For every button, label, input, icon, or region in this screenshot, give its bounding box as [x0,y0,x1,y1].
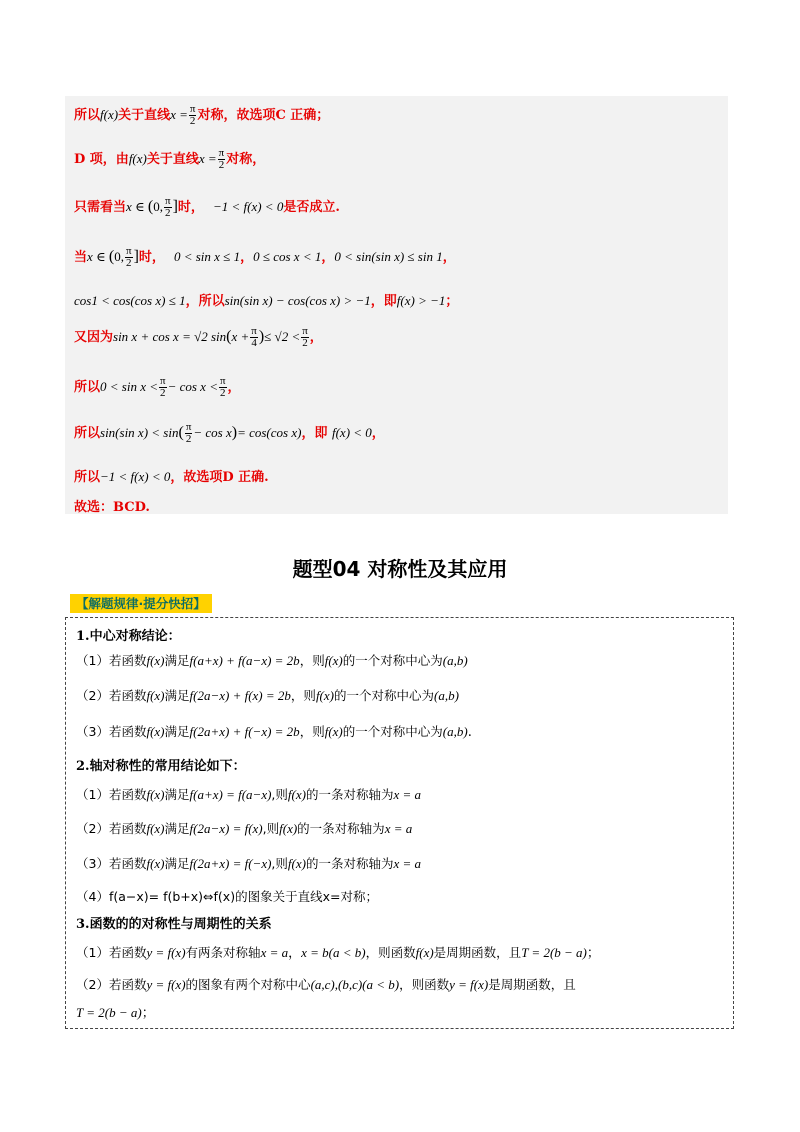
center-rule-2: （2）若函数f(x)满足f(2a−x) + f(x) = 2b，则f(x)的一个对称中心为(a,b) [76,688,459,703]
solution-line-2: D 项，由f(x)关于直线x = $\frac{\pi}{2}$ 对称， [74,147,266,171]
solution-line-4: 当x ∈ (0, $\frac{\pi}{2}$ ]时， 0 < sin x ≤ 1，0 ≤ cos x < 1，0 < sin(sin x) ≤ sin 1， [74,245,456,269]
solution-line-1: 所以f(x)关于直线x = $\frac{\pi}{2}$ 对称，故选项C 正确； [74,103,330,127]
tips-heading-3: 3.函数的的对称性与周期性的关系 [76,917,272,932]
solution-line-6: 又因为sin x + cos x = √2 sin(x + $\frac{\pi}{4}$ )≤ √2 < $\frac{\pi}{2}$ ， [74,325,323,349]
solution-line-3: 只需看当x ∈ (0, $\frac{\pi}{2}$ ]时， −1 < f(x) < 0是否成立. [74,195,340,219]
solution-line-7: 所以0 < sin x < $\frac{\pi}{2}$ − cos x < $\frac{\pi}{2}$ ， [74,375,241,399]
solution-line-5: cos1 < cos(cos x) ≤ 1，所以sin(sin x) − cos(cos x) > −1，即f(x) > −1； [74,293,459,309]
center-rule-3: （3）若函数f(x)满足f(2a+x) + f(−x) = 2b，则f(x)的一个对称中心为(a,b). [76,724,472,740]
solution-answer: 故选：BCD. [74,500,150,515]
period-rule-2-cont: T = 2(b − a)； [76,1005,155,1021]
tips-heading-1: 1.中心对称结论： [76,629,181,644]
section-title: 题型04 对称性及其应用 [292,557,508,581]
tips-heading-2: 2.轴对称性的常用结论如下： [76,759,246,774]
tips-tag: 【解题规律·提分快招】 [70,594,212,613]
solution-line-8: 所以sin(sin x) < sin( $\frac{\pi}{2}$ − cos x)= cos(cos x)，即 f(x) < 0， [74,421,385,445]
center-rule-1: （1）若函数f(x)满足f(a+x) + f(a−x) = 2b，则f(x)的一个对称中心为(a,b) [76,653,468,668]
axis-rule-1: （1）若函数f(x)满足f(a+x) = f(a−x),则f(x)的一条对称轴为x = a [76,787,422,802]
axis-rule-3: （3）若函数f(x)满足f(2a+x) = f(−x),则f(x)的一条对称轴为x = a [76,856,422,871]
axis-rule-4: （4）f(a−x)= f(b+x)⇔f(x)的图象关于直线x=对称； [76,889,378,904]
period-rule-1: （1）若函数y = f(x)有两条对称轴x = a，x = b(a < b)，则函数f(x)是周期函数，且T = 2(b − a)； [76,945,600,961]
period-rule-2: （2）若函数y = f(x)的图象有两个对称中心(a,c),(b,c)(a < b)，则函数y = f(x)是周期函数，且 [76,977,576,992]
axis-rule-2: （2）若函数f(x)满足f(2a−x) = f(x),则f(x)的一条对称轴为x = a [76,821,413,836]
solution-line-9: 所以−1 < f(x) < 0，故选项D 正确. [74,469,269,485]
